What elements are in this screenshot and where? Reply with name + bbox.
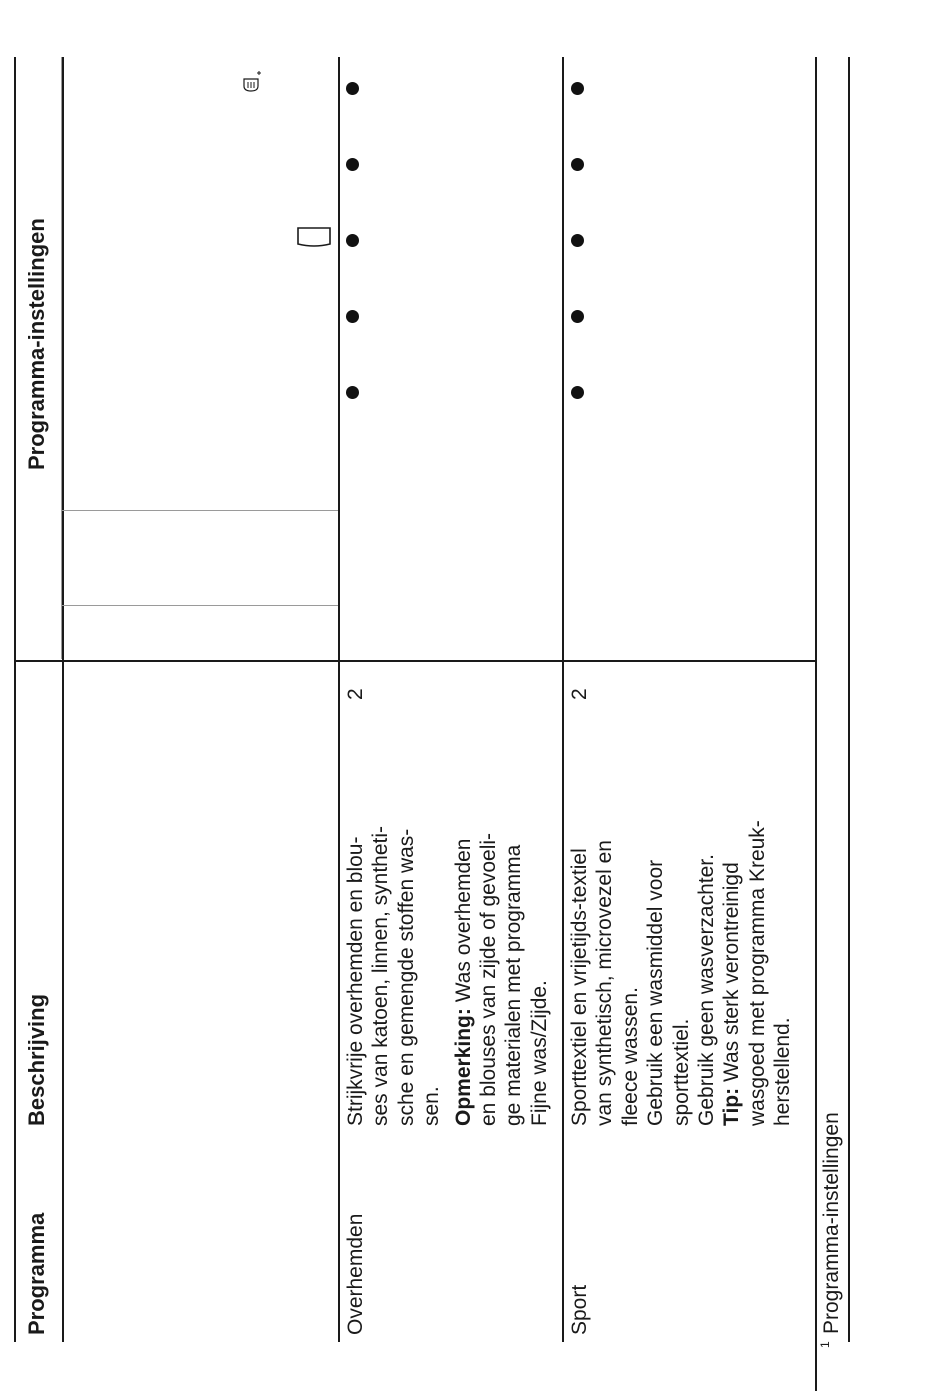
setting-dot xyxy=(346,234,359,247)
settings-inner-divider-1 xyxy=(62,605,338,606)
note-line: herstellend. xyxy=(771,1017,795,1126)
header-settings: Programma-instellingen xyxy=(24,218,49,470)
setting-dot xyxy=(571,234,584,247)
setting-dot xyxy=(346,386,359,399)
row-separator-1 xyxy=(338,57,340,1342)
row-sport-value: 2 xyxy=(568,688,591,700)
row-overhemden-description xyxy=(343,676,552,1126)
note-line: wasgoed met programma Kreuk- xyxy=(745,820,769,1126)
description-line: sche en gemengde stoffen was- xyxy=(394,828,418,1126)
row-overhemden-program: Overhemden xyxy=(344,1213,367,1335)
description-line: Gebruik geen wasverzachter. xyxy=(695,854,719,1126)
description-line: Gebruik een wasmiddel voor xyxy=(644,859,668,1126)
setting-dot xyxy=(571,386,584,399)
note-text: Was sterk verontreinigd xyxy=(720,862,744,1088)
header-top-rule xyxy=(14,57,16,1342)
table-bottom-rule xyxy=(815,57,817,1391)
description-line: van synthetisch, microvezel en xyxy=(593,840,617,1126)
header-bottom-rule xyxy=(62,57,64,1342)
intensive-plus-icon xyxy=(236,68,266,98)
setting-dot xyxy=(571,310,584,323)
header-description: Beschrijving xyxy=(24,993,49,1126)
setting-dot xyxy=(346,82,359,95)
footnote-text: Programma-instellingen xyxy=(820,1112,843,1334)
note-line: en blouses van zijde of gevoeli- xyxy=(477,832,501,1126)
note-line xyxy=(451,676,476,1126)
row-separator-2 xyxy=(562,57,564,1342)
header-program: Programma xyxy=(24,1212,49,1335)
description-line: sporttextiel. xyxy=(669,1018,693,1126)
note-line xyxy=(719,656,744,1126)
description-line: Sporttextiel en vrijetijds-textiel xyxy=(568,848,591,1126)
setting-dot xyxy=(346,158,359,171)
row-overhemden-value: 2 xyxy=(344,688,367,700)
iron-icon xyxy=(295,223,333,249)
setting-dot xyxy=(571,82,584,95)
setting-dot xyxy=(346,310,359,323)
note-text: Was overhemden xyxy=(451,838,475,1009)
row-sport-program: Sport xyxy=(568,1284,591,1335)
row-sport-description xyxy=(567,656,796,1126)
description-line: fleece wassen. xyxy=(618,987,642,1126)
description-line: ses van katoen, linnen, syntheti- xyxy=(369,825,393,1126)
setting-dot xyxy=(571,158,584,171)
note-label: Tip: xyxy=(720,1087,744,1126)
settings-inner-divider-2 xyxy=(62,510,338,511)
note-line: ge materialen met programma xyxy=(502,844,526,1126)
page-bottom-rule xyxy=(848,57,850,1342)
footnote-marker: 1 xyxy=(818,1341,832,1348)
note-line: Fijne was/Zijde. xyxy=(527,980,551,1126)
note-label: Opmerking: xyxy=(451,1008,475,1126)
description-line: Strijkvrije overhemden en blou- xyxy=(344,836,367,1126)
description-line: sen. xyxy=(420,1086,444,1126)
settings-subheader-rule xyxy=(61,57,62,659)
